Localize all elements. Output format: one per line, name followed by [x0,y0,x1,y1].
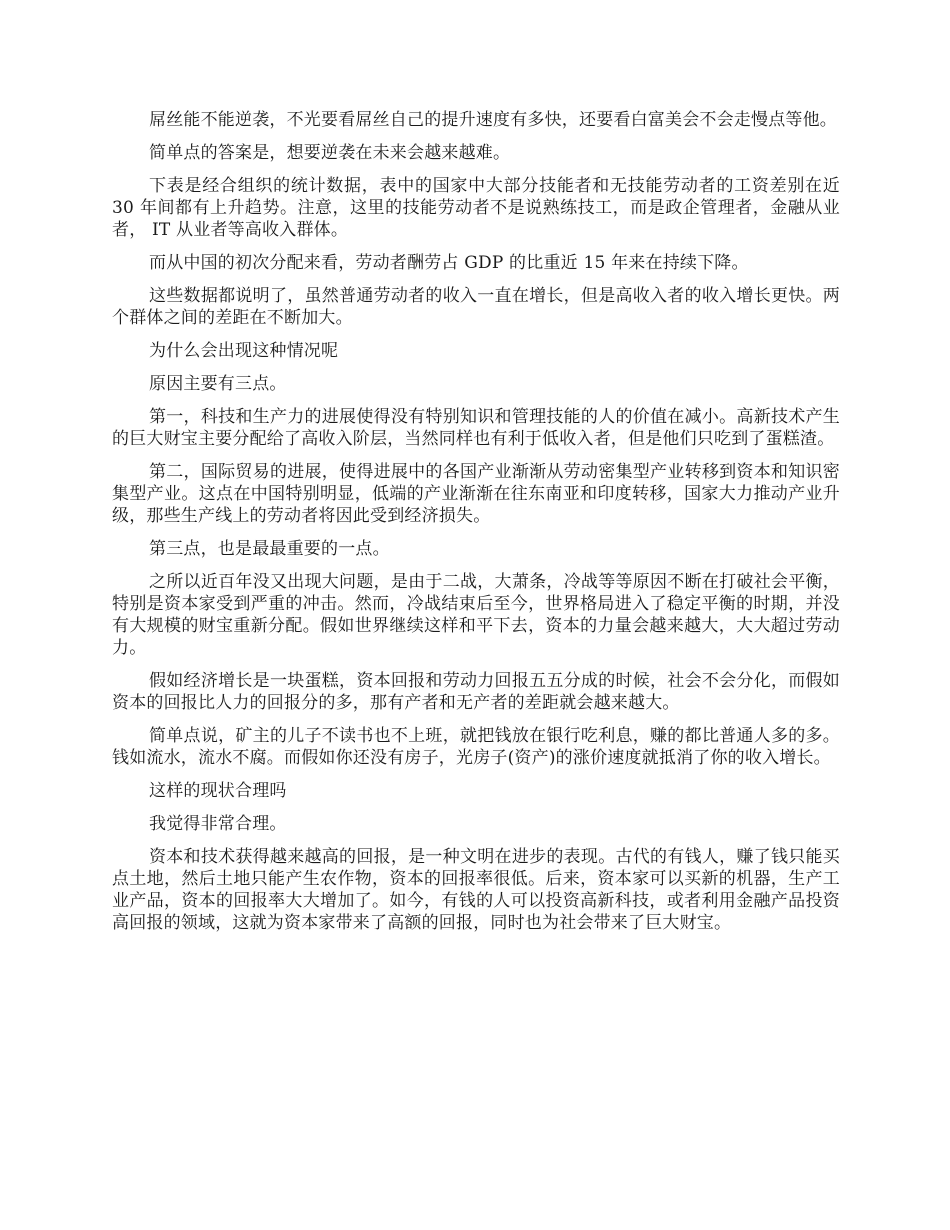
paragraph-12: 假如经济增长是一块蛋糕，资本回报和劳动力回报五五分成的时候，社会不会分化，而假如资本的回报比人力的回报分的多，那有产者和无产者的差距就会越来越大。 [112,671,840,713]
document-body [112,109,840,945]
paragraph-16: 资本和技术获得越来越高的回报，是一种文明在进步的表现。古代的有钱人，赚了钱只能买点土地，然后土地只能产生农作物，资本的回报率很低。后来，资本家可以买新的机器，生产工业产品，资本的回报率大大增加了。如今，有钱的人可以投资高新科技，或者利用金融产品投资高回报的领域，这就为资本家带来了高额的回报，同时也为社会带来了巨大财宝。 [112,847,840,933]
paragraph-10: 第三点，也是最最重要的一点。 [149,539,390,559]
paragraph-7: 原因主要有三点。 [149,374,287,394]
paragraph-1: 屌丝能不能逆袭，不光要看屌丝自己的提升速度有多快，还要看白富美会不会走慢点等他。 [149,110,837,130]
paragraph-13: 简单点说，矿主的儿子不读书也不上班，就把钱放在银行吃利息，赚的都比普通人多的多。钱如流水，流水不腐。而假如你还没有房子，光房子(资产)的涨价速度就抵消了你的收入增长。 [112,726,840,768]
paragraph-9: 第二，国际贸易的进展，使得进展中的各国产业渐渐从劳动密集型产业转移到资本和知识密集型产业。这点在中国特别明显，低端的产业渐渐在往东南亚和印度转移，国家大力推动产业升级，那些生产线上的劳动者将因此受到经济损失。 [112,462,840,526]
paragraph-4: 而从中国的初次分配来看，劳动者酬劳占 GDP 的比重近 15 年来在持续下降。 [149,253,749,273]
paragraph-3: 下表是经合组织的统计数据，表中的国家中大部分技能者和无技能劳动者的工资差别在近 30 年间都有上升趋势。注意，这里的技能劳动者不是说熟练技工，而是政企管理者，金融从业者， IT 从业者等高收入群体。 [112,176,840,240]
paragraph-11: 之所以近百年没又出现大问题，是由于二战，大萧条，冷战等等原因不断在打破社会平衡，特别是资本家受到严重的冲击。然而，冷战结束后至今，世界格局进入了稳定平衡的时期，并没有大规模的财宝重新分配。假如世界继续这样和平下去，资本的力量会越来越大，大大超过劳动力。 [112,572,840,658]
paragraph-6: 为什么会出现这种情况呢 [149,341,339,361]
paragraph-2: 简单点的答案是，想要逆袭在未来会越来越难。 [149,143,511,163]
paragraph-14: 这样的现状合理吗 [149,781,287,801]
paragraph-8: 第一，科技和生产力的进展使得没有特别知识和管理技能的人的价值在减小。高新技术产生的巨大财宝主要分配给了高收入阶层，当然同样也有利于低收入者，但是他们只吃到了蛋糕渣。 [112,407,840,449]
paragraph-15: 我觉得非常合理。 [149,814,287,834]
paragraph-5: 这些数据都说明了，虽然普通劳动者的收入一直在增长，但是高收入者的收入增长更快。两个群体之间的差距在不断加大。 [112,286,840,328]
